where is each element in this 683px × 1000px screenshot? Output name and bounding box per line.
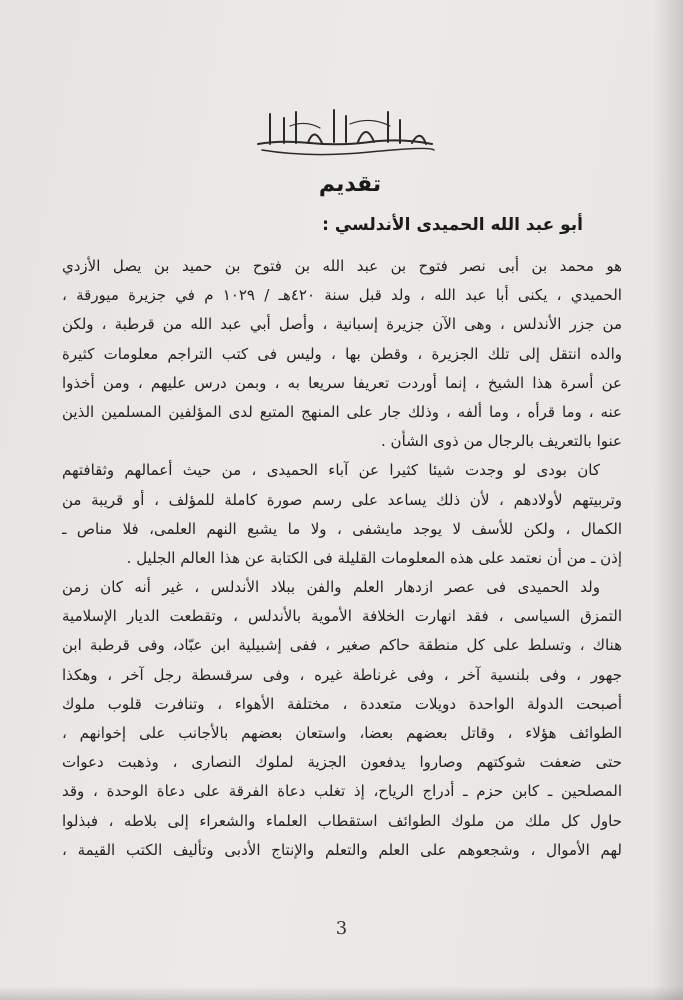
text-line: أصبحت الدولة الواحدة دويلات متعددة ، مختلفة الأهواء ، وتنافرت قلوب ملوك xyxy=(62,694,622,713)
text-line: من جزر الأندلس ، وهى الآن جزيرة إسبانية ، وأصل أبي عبد الله من قرطبة ، ولكن xyxy=(62,315,622,334)
page-number: 3 xyxy=(335,918,348,939)
text-line: هناك ، وتسلط على كل منطقة حاكم صغير ، ففى إشبيلية ابن عبّاد، وفى قرطبة ابن xyxy=(62,636,622,655)
text-line: ولد الحميدى فى عصر ازدهار العلم والفن ببلاد الأندلس ، غير أنه كان زمن xyxy=(62,578,600,597)
text-line: وتربيتهم لأولادهم ، لأن ذلك يساعد على رسم صورة كاملة للمؤلف ، أو قريبة من xyxy=(62,490,622,509)
text-line: التمزق السياسى ، فقد انهارت الخلافة الأموية بالأندلس ، وتقطعت الديار الإسلامية xyxy=(62,607,622,626)
text-line: إذن ـ من أن نعتمد على هذه المعلومات القليلة فى الكتابة عن هذا العالم الجليل . xyxy=(126,548,622,567)
text-line: الكمال ، ولكن للأسف لا يوجد مايشفى ، ولا ما يشبع النهم العلمى، فلا مناص ـ xyxy=(62,519,622,538)
basmala-calligraphy-icon xyxy=(250,100,440,160)
page-gutter-shadow xyxy=(653,0,683,1000)
text-line: المصلحين ـ كابن حزم ـ أدراج الرياح، إذ تغلب دعاة الفرقة على دعاة الوحدة ، وقد xyxy=(62,782,622,801)
text-line: عن أسرة هذا الشيخ ، إنما أوردت تعريفا سريعا به ، وبمن درس عليهم ، ومن أخذوا xyxy=(62,373,622,392)
page-title: تقديم xyxy=(318,172,382,197)
text-line: حاول كل ملك من ملوك الطوائف استقطاب العلماء والشعراء إلى بلاطه ، فبذلوا xyxy=(62,811,622,830)
text-line: عنوا بالتعريف بالرجال من ذوى الشأن . xyxy=(381,432,622,451)
section-heading: أبو عبد الله الحميدى الأندلسي : xyxy=(322,215,583,235)
text-line: حتى ضعفت شوكتهم وصاروا يدفعون الجزية لملوك النصارى ، وذهبت دعوات xyxy=(62,753,622,772)
text-line: لهم الأموال ، وشجعوهم على العلم والتعلم والإنتاج الأدبى وتأليف الكتب القيمة ، xyxy=(62,840,622,859)
text-line: هو محمد بن أبى نصر فتوح بن عبد الله بن فتوح بن حميد بن يصل الأزدي xyxy=(62,257,622,275)
text-line: جهور ، وفى بلنسية آخر ، وفى غرناطة غيره ، وفى سرقسطة رجل آخر ، وهكذا xyxy=(62,665,622,684)
text-line: الحميدي ، يكنى أبا عبد الله ، ولد قبل سنة ٤٢٠هـ / ١٠٢٩ م في جزيرة ميورقة ، xyxy=(62,286,622,305)
text-line: والده انتقل إلى تلك الجزيرة ، وقطن بها ، وليس فى كتب التراجم معلومات كثيرة xyxy=(62,344,622,363)
body-text xyxy=(62,252,622,865)
text-line: كان بودى لو وجدت شيئا كثيرا عن آباء الحميدى ، من حيث أعمالهم وثقافتهم xyxy=(62,461,600,480)
basmala-calligraphy xyxy=(250,100,440,160)
text-line: الطوائف هؤلاء ، وقاتل بعضهم بعضا، واستعان بعضهم بالأجانب على إخوانهم ، xyxy=(62,724,622,742)
page-bottom-edge xyxy=(0,986,683,1000)
text-line: عنه ، وما قرأه ، وما ألفه ، وذلك جار على المنهج المتبع لدى المؤلفين المسلمين الذين xyxy=(62,402,622,421)
